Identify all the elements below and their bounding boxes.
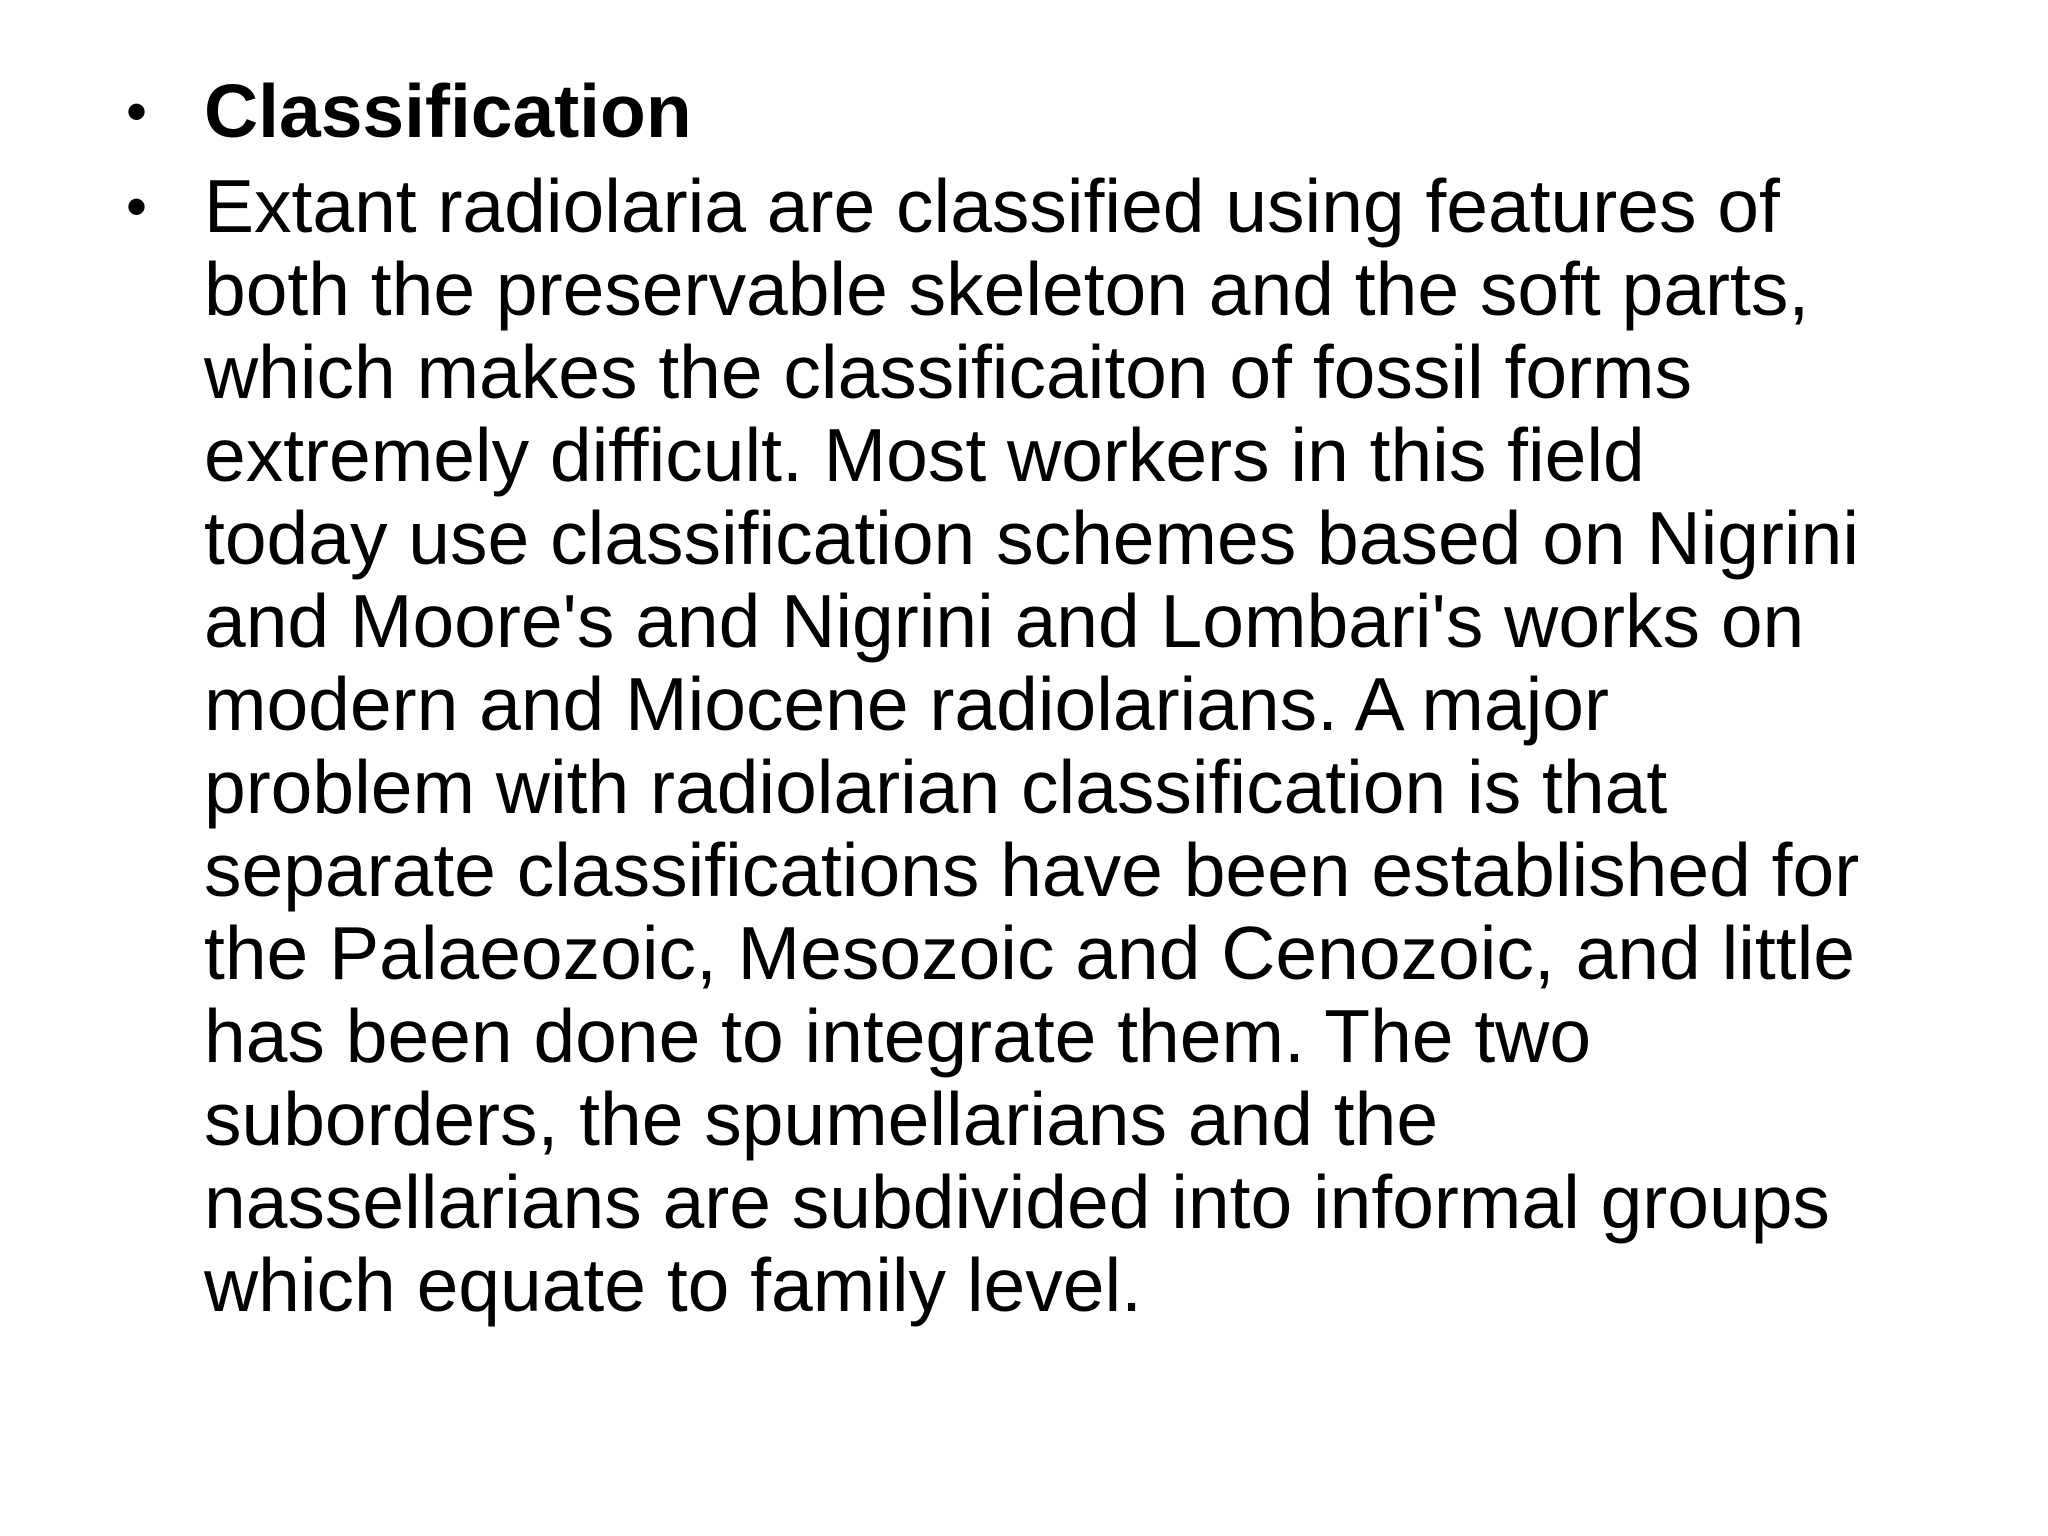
text-line: has been done to integrate them. The two xyxy=(204,994,1592,1078)
text-line: separate classifications have been established for xyxy=(204,828,1860,912)
text-line: suborders, the spumellarians and the xyxy=(204,1077,1439,1161)
bullet-list xyxy=(126,70,1966,1339)
text-line: and Moore's and Nigrini and Lombari's works on xyxy=(204,579,1805,663)
bullet-body-text xyxy=(204,165,1966,1327)
text-line: which equate to family level. xyxy=(204,1243,1142,1327)
text-line: which makes the classificaiton of fossil forms xyxy=(204,330,1693,414)
text-line: Extant radiolaria are classified using features of xyxy=(204,164,1780,248)
text-line: modern and Miocene radiolarians. A major xyxy=(204,662,1609,746)
text-line: nassellarians are subdivided into informal groups xyxy=(204,1160,1830,1244)
text-line: Classification xyxy=(204,69,692,153)
text-line: today use classification schemes based on Nigrini xyxy=(204,496,1860,580)
bullet-icon: • xyxy=(126,173,148,240)
bullet-item-heading xyxy=(126,70,1966,153)
text-line: the Palaeozoic, Mesozoic and Cenozoic, and little xyxy=(204,911,1855,995)
bullet-item-body xyxy=(126,165,1966,1327)
bullet-icon: • xyxy=(126,78,148,145)
text-line: extremely difficult. Most workers in this field xyxy=(204,413,1645,497)
bullet-heading-text xyxy=(204,70,1966,153)
text-line: problem with radiolarian classification is that xyxy=(204,745,1668,829)
text-line: both the preservable skeleton and the soft parts, xyxy=(204,247,1810,331)
